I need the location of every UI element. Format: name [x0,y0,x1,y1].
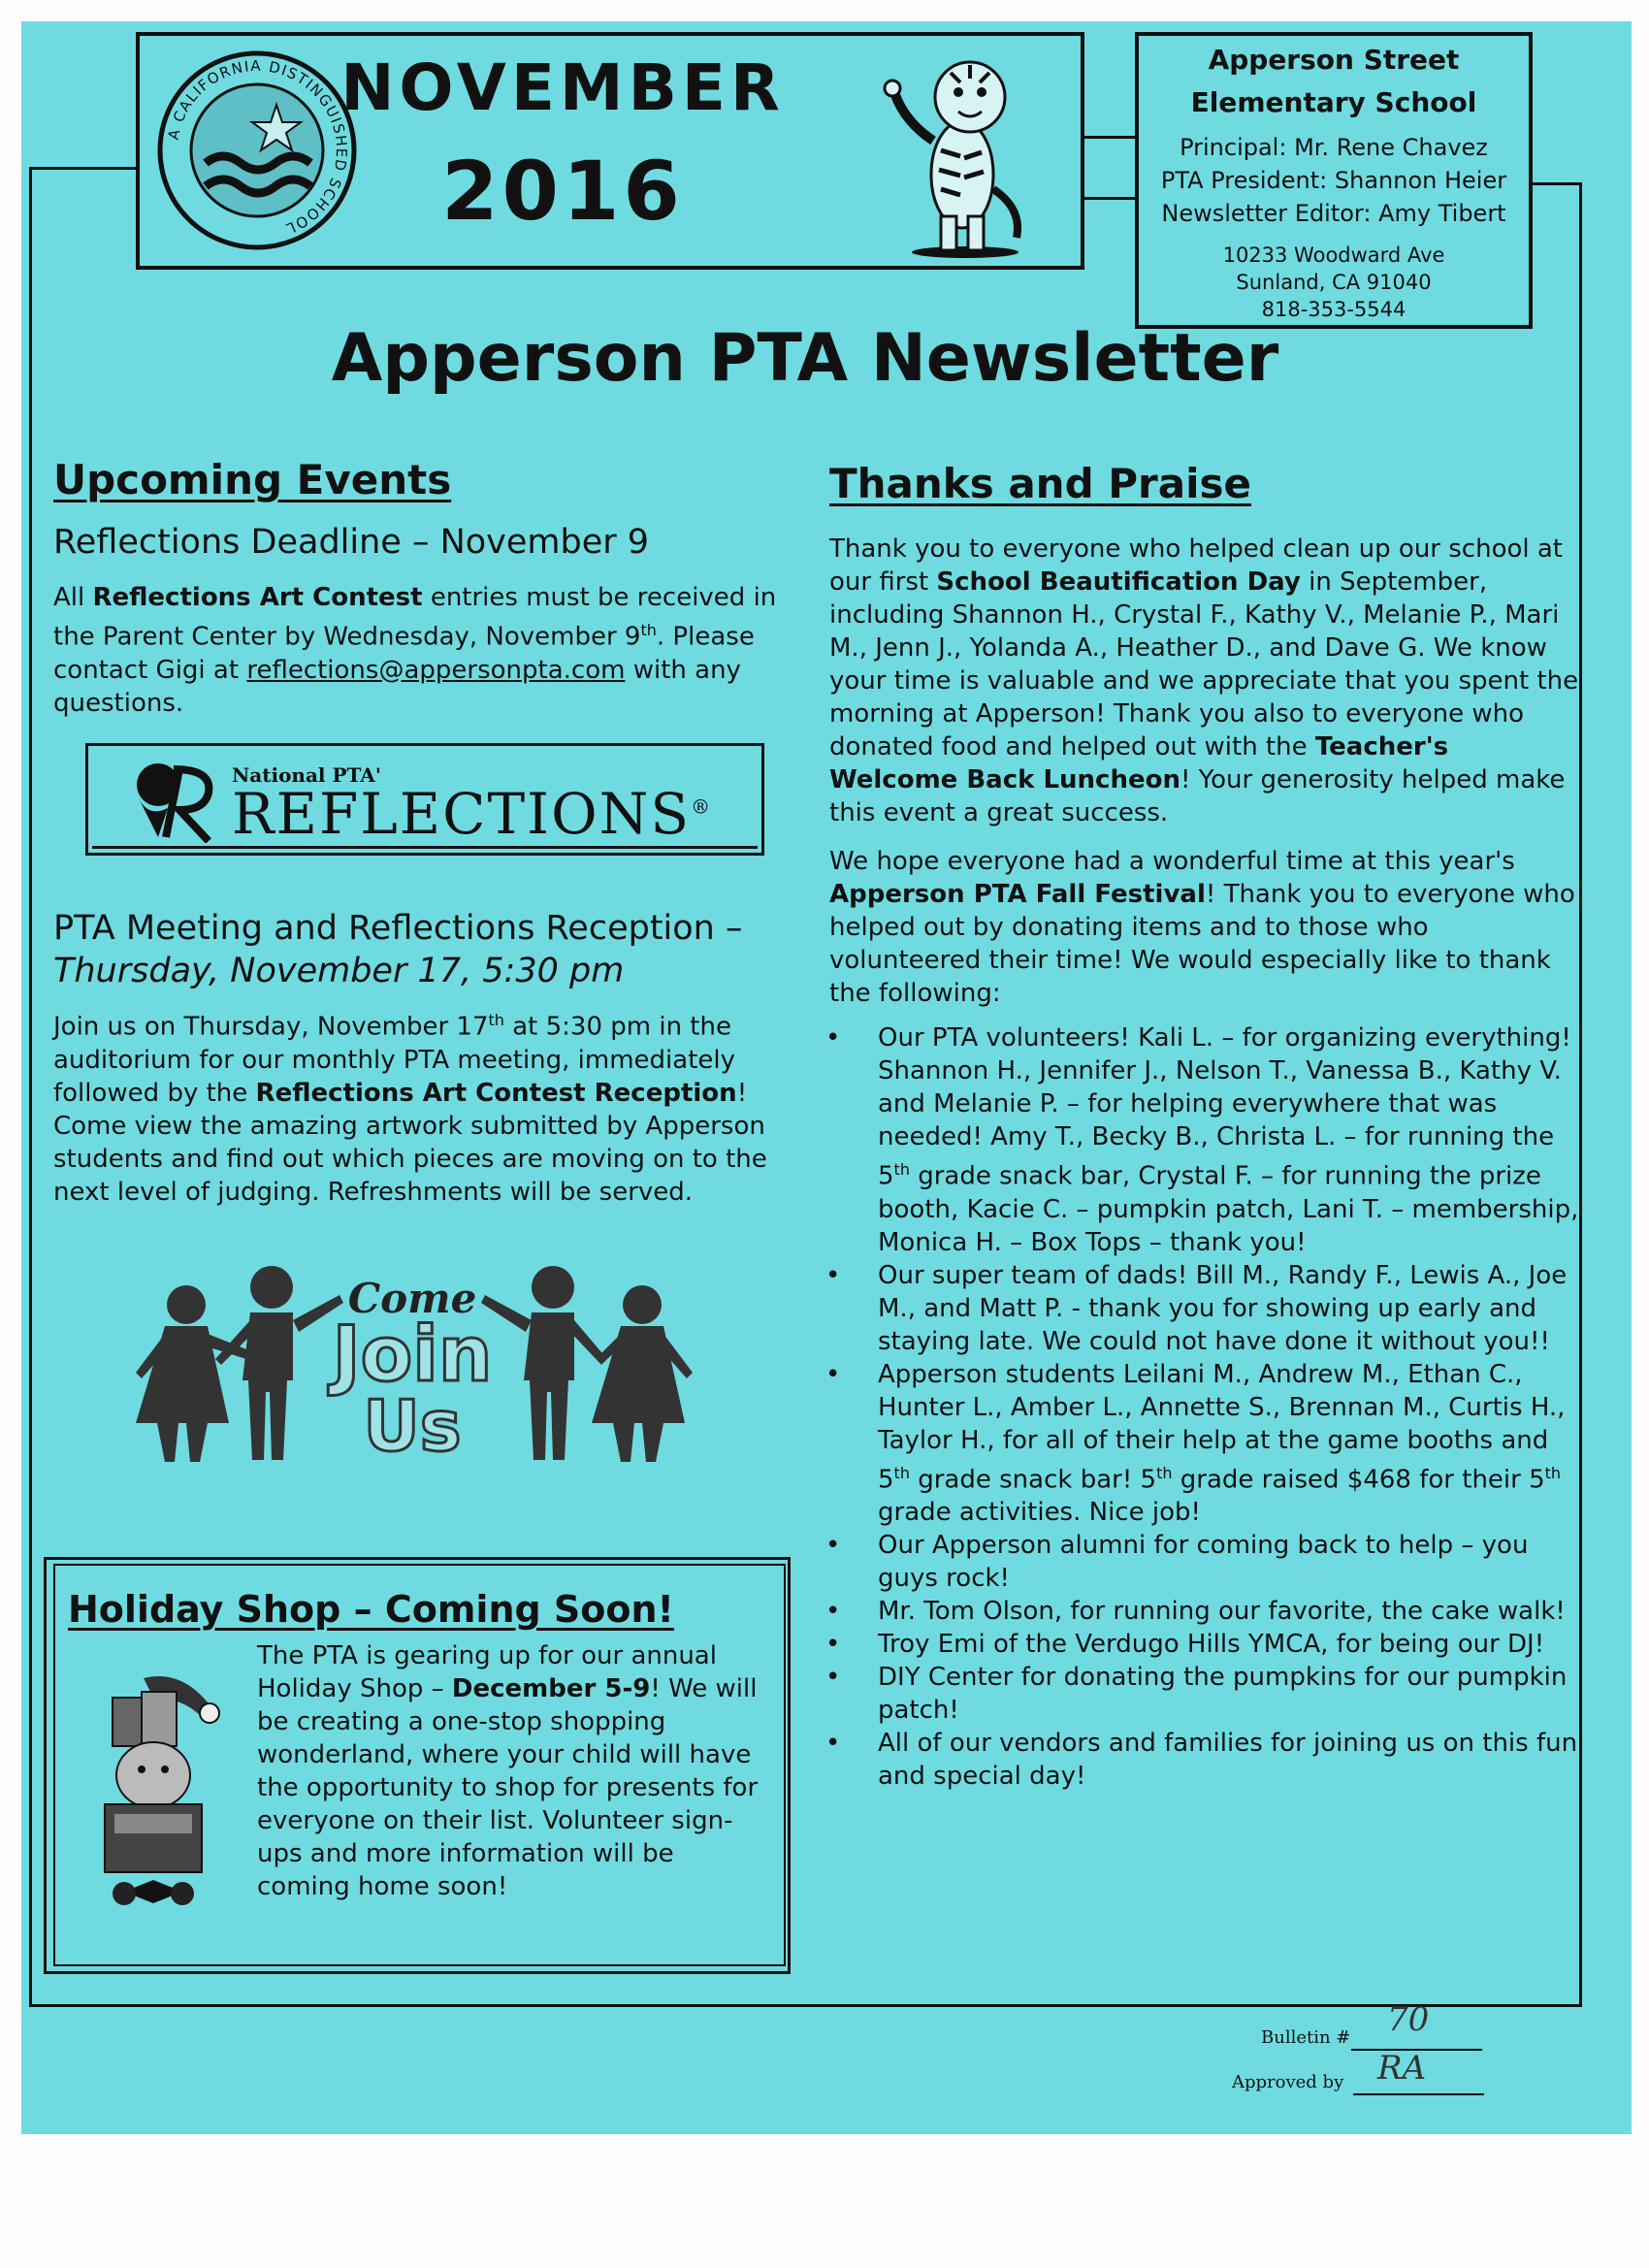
approved-by-label: Approved by [1232,2072,1344,2092]
school-phone: 818-353-5544 [1261,298,1406,321]
connector-line-2 [1084,197,1135,200]
thanks-and-praise-heading: Thanks and Praise [829,460,1251,507]
list-item: • All of our vendors and families for joining us on this fun and special day! [829,1727,1581,1793]
holiday-elf-with-gifts-icon [85,1669,231,1921]
approved-by-initials: RA [1377,2049,1427,2088]
reflections-logo-small-text: National PTA' [232,763,381,787]
approved-by-line [1353,2093,1484,2095]
reflections-deadline-heading: Reflections Deadline – November 9 [53,523,650,562]
seal-text: A CALIFORNIA DISTINGUISHED SCHOOL [164,56,351,239]
newsletter-editor: Newsletter Editor: Amy Tibert [1161,200,1506,227]
list-item: • DIY Center for donating the pumpkins for our pumpkin patch! [829,1661,1581,1727]
list-item: • Apperson students Leilani M., Andrew M., Ethan C., Hunter L., Amber L., Annette S., Brennan M., Curtis H., Taylor H., for all of their help at the game booths and 5th grade snack bar! 5th grade raised $468 for their 5th grade activities. Nice job! [829,1358,1581,1530]
school-name-line2: Elementary School [1190,86,1477,118]
pta-meeting-text: Join us on Thursday, November 17th at 5:30 pm in the auditorium for our monthly PTA meeting, immediately followed by the Reflections Art Contest Reception! Come view the amazing artwork submitted by Apperson students and find out which pieces are moving on to the next level of judging. Refreshments will be served. [53,1011,767,1207]
pta-meeting-heading: PTA Meeting and Reflections Reception – [53,909,743,948]
frame-top-left [29,167,138,170]
come-text: Come [347,1275,477,1322]
thanks-and-praise-section [829,456,1581,1793]
join-text: Join [332,1312,493,1399]
bulletin-number: 70 [1387,2000,1430,2039]
pta-meeting-section [53,907,805,1209]
list-item: • Our Apperson alumni for coming back to help – you guys rock! [829,1529,1581,1595]
thanks-list [829,1021,1581,1793]
us-text: Us [363,1385,462,1467]
pta-meeting-date: Thursday, November 17, 5:30 pm [53,952,625,990]
address-city: Sunland, CA 91040 [1236,271,1432,294]
reflections-logo [85,743,764,856]
school-info-box [1135,32,1533,329]
issue-month: NOVEMBER [340,50,785,125]
reflections-deadline-text: All Reflections Art Contest entries must be received in the Parent Center by Wednesday, November 9th. Please contact Gigi at reflections@appersonpta.com with any questions. [53,583,777,718]
reflections-r-monogram-icon [125,760,222,843]
holiday-shop-heading: Holiday Shop – Coming Soon! [68,1588,674,1631]
upcoming-events-section [53,456,805,720]
list-item: • Our super team of dads! Bill M., Randy F., Lewis A., Joe M., and Matt P. - thank you for showing up early and staying late. We could not have done it without you!! [829,1259,1581,1358]
frame-top-right [1531,182,1581,185]
pta-president: PTA President: Shannon Heier [1160,167,1507,194]
school-name-line1: Apperson Street [1208,44,1460,76]
connector-line [1084,136,1135,139]
holiday-shop-text: The PTA is gearing up for our annual Holiday Shop – December 5-9! We will be creating a one-stop shopping wonderland, where your child will have the opportunity to shop for presents for everyone on their list. Volunteer sign-ups and more information will be coming home soon! [257,1641,759,1901]
frame-left [29,167,32,2005]
list-item: • Our PTA volunteers! Kali L. – for organizing everything! Shannon H., Jennifer J., Nelson T., Vanessa B., Kathy V. and Melanie P. – for helping everywhere that was needed! Amy T., Becky B., Christa L. – for running the 5th grade snack bar, Crystal F. – for running the prize booth, Kacie C. – pumpkin patch, Lani T. – membership, Monica H. – Box Tops – thank you! [829,1021,1581,1259]
reflections-email-link[interactable]: reflections@appersonpta.com [246,655,626,685]
list-item: • Troy Emi of the Verdugo Hills YMCA, for being our DJ! [829,1628,1581,1661]
frame-bottom [29,2004,1582,2007]
address-street: 10233 Woodward Ave [1222,243,1445,267]
list-item: • Mr. Tom Olson, for running our favorite, the cake walk! [829,1595,1581,1628]
principal: Principal: Mr. Rene Chavez [1180,134,1488,161]
beautification-day-paragraph: Thank you to everyone who helped clean up our school at our first School Beautification Day in September, including Shannon H., Crystal F., Kathy V., Melanie P., Mari M., Jenn J., Yolanda A., Heather D., and Dave G. We know your time is valuable and we appreciate that you spent the morning at Apperson! Thank you also to everyone who donated food and helped out with the Teacher's Welcome Back Luncheon! Your generosity helped make this event a great success. [829,535,1579,827]
issue-year: 2016 [441,144,684,239]
come-join-us-graphic [126,1266,708,1470]
bulletin-label: Bulletin # [1261,2027,1351,2048]
reflections-logo-text: REFLECTIONS® [232,781,713,847]
fall-festival-paragraph: We hope everyone had a wonderful time at this year's Apperson PTA Fall Festival! Thank you to everyone who helped out by donating items and to those who volunteered their time! We would especially like to thank the following: [829,847,1575,1008]
tiger-mascot-icon [873,44,1038,262]
upcoming-events-heading: Upcoming Events [53,456,452,503]
newsletter-title: Apperson PTA Newsletter [331,320,1279,397]
